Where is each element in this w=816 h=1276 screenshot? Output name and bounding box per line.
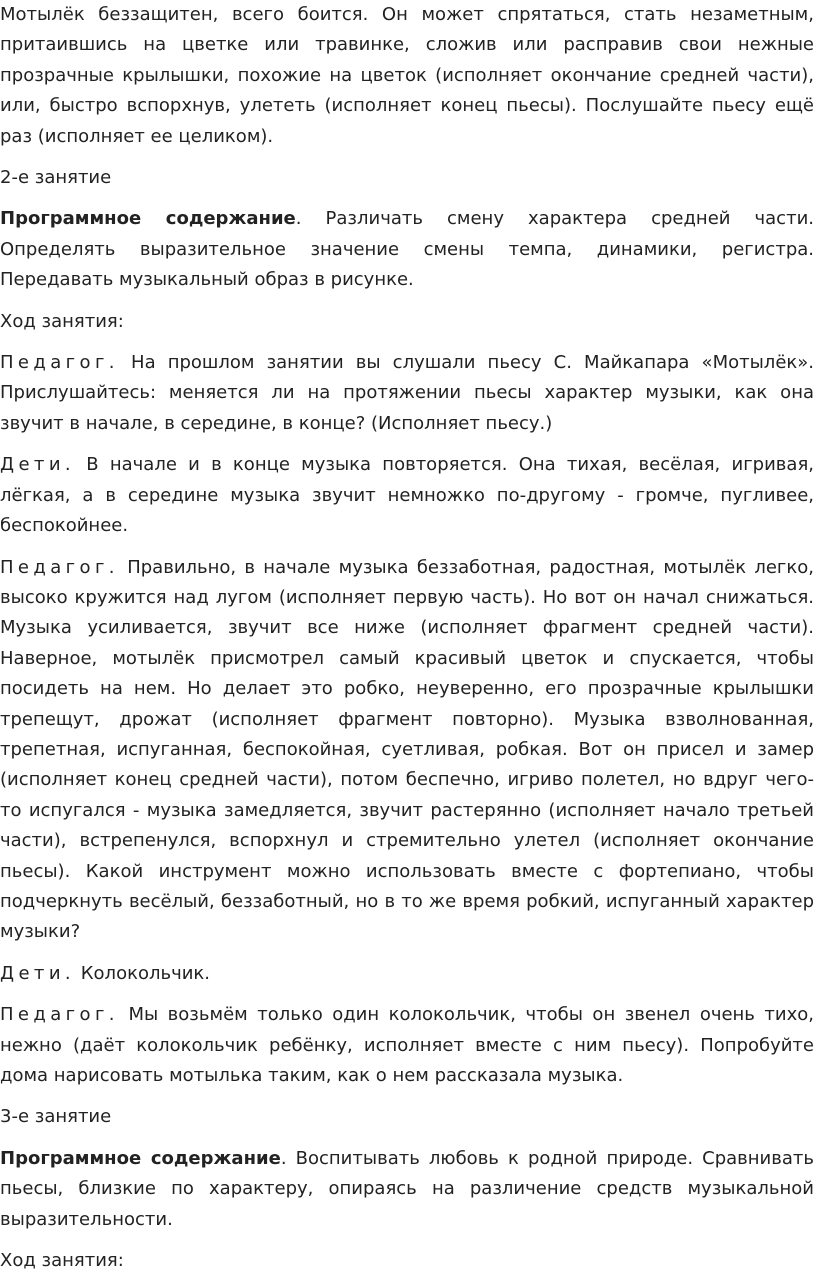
speaker-children: Дети. xyxy=(0,454,76,476)
lesson-3-program xyxy=(0,1144,814,1235)
dialogue-teacher-2 xyxy=(0,553,814,948)
lesson-2-heading xyxy=(0,163,814,193)
program-content-label: Программное содержание xyxy=(0,1147,281,1169)
lesson-2-heading-text: 2-е занятие xyxy=(0,167,112,189)
speaker-teacher: Педагог. xyxy=(0,556,119,578)
dialogue-teacher-1 xyxy=(0,348,814,439)
speaker-teacher: Педагог. xyxy=(0,1004,119,1026)
dialogue-text: Колокольчик. xyxy=(75,962,211,984)
course-label: Ход занятия: xyxy=(0,310,124,332)
speaker-teacher: Педагог. xyxy=(0,352,119,374)
dialogue-children-1 xyxy=(0,450,814,541)
dialogue-text: Мы возьмём только один колокольчик, чтобы он звенел очень тихо, нежно (даёт колокольчик ребёнку, исполняет вместе с ним пьесу). Попробуйте дома нарисовать мотылька таким, как о нем рассказала музыка. xyxy=(0,1004,814,1086)
lesson-2-course xyxy=(0,307,814,337)
lesson-2-program xyxy=(0,204,814,295)
dialogue-children-2 xyxy=(0,959,814,989)
dialogue-text: Правильно, в начале музыка беззаботная, радостная, мотылёк легко, высоко кружится над лугом (исполняет первую часть). Но вот он начал снижаться. Музыка усиливается, звучит все ниже (исполняет фрагмент средней части). Наверное, мотылёк присмотрел самый красивый цветок и спускается, чтобы посидеть на нем. Но делает это робко, неуверенно, его прозрачные крылышки трепещут, дрожат (исполняет фрагмент повторно). Музыка взволнованная, трепетная, испуганная, беспокойная, суетливая, робкая. Вот он присел и замер (исполняет конец средней части), потом беспечно, игриво полетел, но вдруг чего-то испугался - музыка замедляется, звучит растерянно (исполняет начало третьей части), встрепенулся, вспорхнул и стремительно улетел (исполняет окончание пьесы). Какой инструмент можно использовать вместе с фортепиано, чтобы подчеркнуть весёлый, беззаботный, но в то же время робкий, испуганный характер музыки? xyxy=(0,556,814,943)
lesson-3-course xyxy=(0,1246,814,1276)
program-content-label: Программное содержание xyxy=(0,208,296,230)
course-label: Ход занятия: xyxy=(0,1250,124,1272)
speaker-children: Дети. xyxy=(0,962,76,984)
dialogue-text: На прошлом занятии вы слушали пьесу С. Майкапара «Мотылёк». Прислушайтесь: меняется ли на протяжении пьесы характер музыки, как она звучит в начале, в середине, в конце? (Исполняет пьесу.) xyxy=(0,352,814,434)
intro-paragraph xyxy=(0,0,814,152)
program-content-text: . Различать смену характера средней части. Определять выразительное значение смены темпа, динамики, регистра. Передавать музыкальный образ в рисунке. xyxy=(0,208,814,291)
dialogue-teacher-3 xyxy=(0,1000,814,1091)
lesson-3-heading xyxy=(0,1102,814,1132)
program-content-text: . Воспитывать любовь к родной природе. Сравнивать пьесы, близкие по характеру, опираясь на различение средств музыкальной выразительности. xyxy=(0,1147,814,1230)
dialogue-text: В начале и в конце музыка повторяется. Она тихая, весёлая, игривая, лёгкая, а в середине музыка звучит немножко по-другому - громче, пугливее, беспокойнее. xyxy=(0,454,814,537)
lesson-3-heading-text: 3-е занятие xyxy=(0,1106,112,1128)
intro-text: Мотылёк беззащитен, всего боится. Он может спрятаться, стать незаметным, притаившись на цветке или травинке, сложив или расправив свои нежные прозрачные крылышки, похожие на цветок (исполняет окончание средней части), или, быстро вспорхнув, улететь (исполняет конец пьесы). Послушайте пьесу ещё раз (исполняет ее целиком). xyxy=(0,4,814,147)
